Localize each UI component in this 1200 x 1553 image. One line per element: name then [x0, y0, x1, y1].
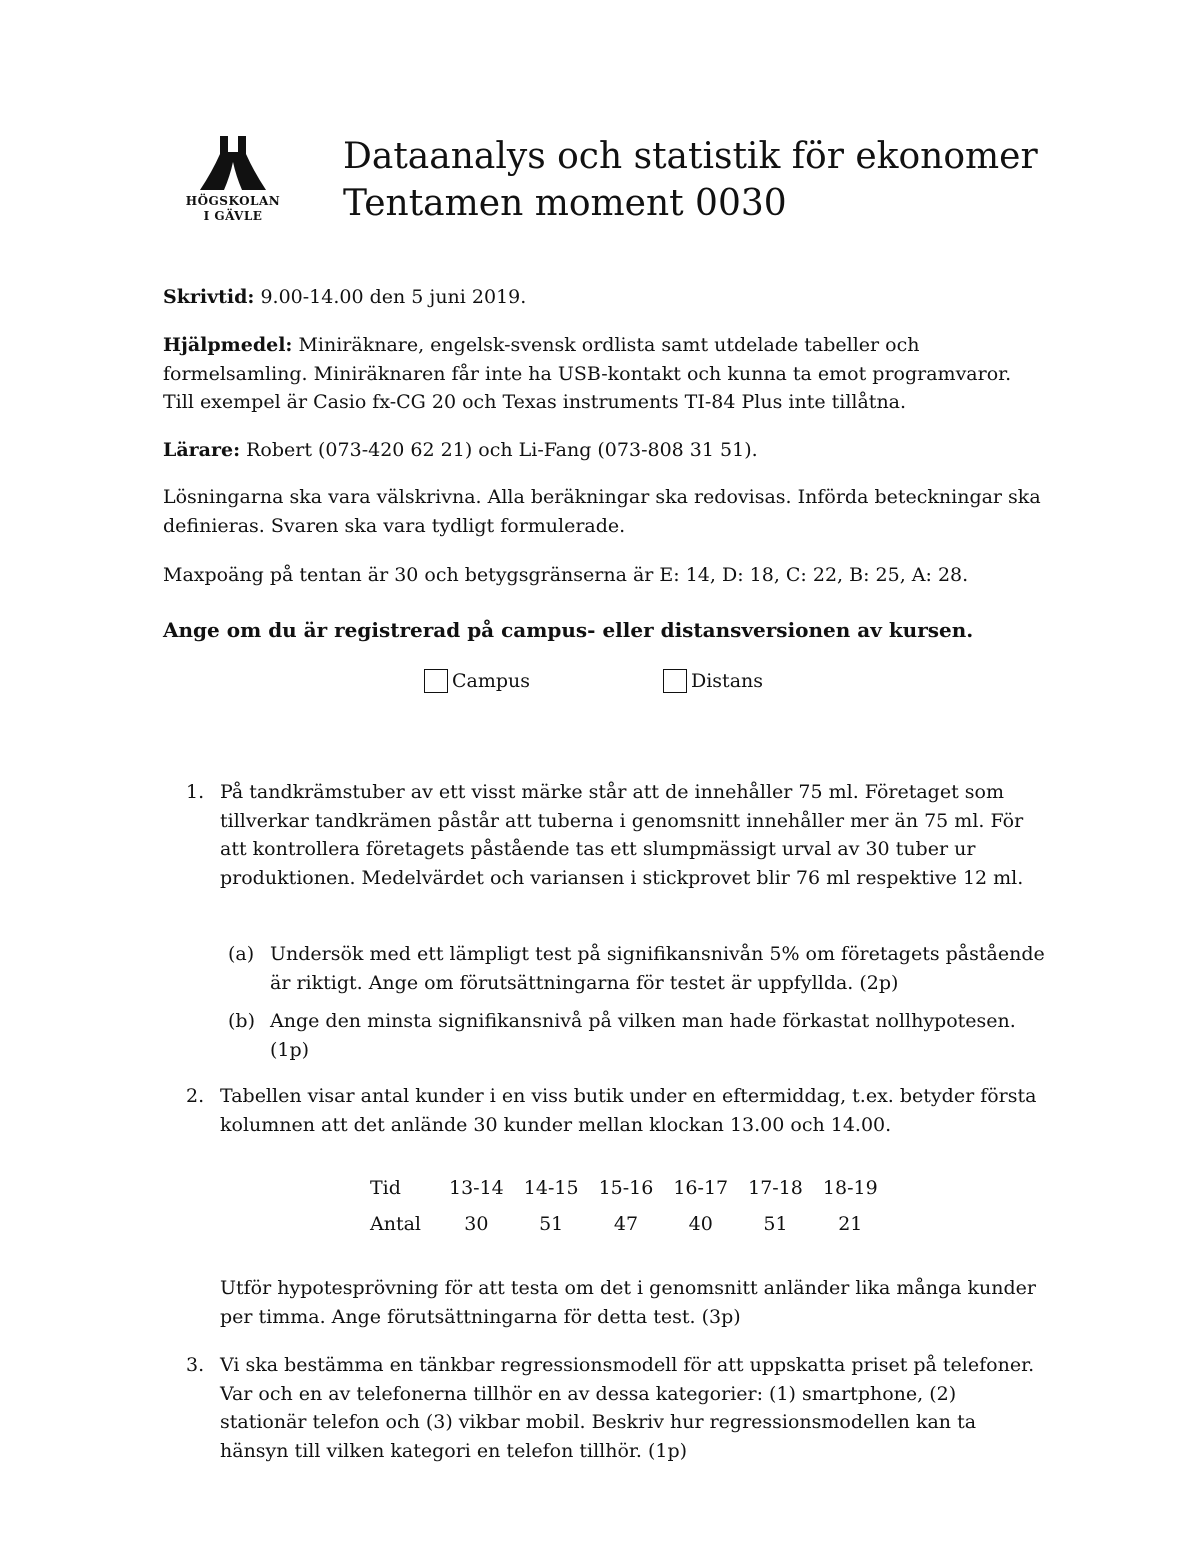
campus-label: Campus [452, 670, 531, 692]
distans-option[interactable] [663, 669, 763, 697]
table-cell: 13-14 [449, 1177, 504, 1199]
distans-label: Distans [691, 670, 764, 692]
question-3-number: 3. [186, 1354, 205, 1376]
table-cell: 40 [688, 1213, 713, 1235]
campus-option[interactable] [424, 669, 530, 697]
campus-checkbox[interactable] [424, 669, 448, 693]
table-row [360, 1170, 888, 1206]
question-1 [186, 778, 1046, 892]
question-1b-label: (b) [228, 1010, 255, 1032]
larare-paragraph [163, 436, 1043, 465]
maxpoang-paragraph: Maxpoäng på tentan är 30 och betygsgränserna är E: 14, D: 18, C: 22, B: 25, A: 28. [163, 564, 969, 586]
hjalpmedel-label: Hjälpmedel: [163, 334, 293, 356]
question-1a [228, 940, 1048, 997]
table-cell: 17-18 [748, 1177, 803, 1199]
table-cell: 51 [763, 1213, 788, 1235]
page-title: Dataanalys och statistik för ekonomer [343, 136, 1038, 177]
skrivtid-value: 9.00-14.00 den 5 juni 2019. [260, 286, 527, 308]
table-row [360, 1206, 888, 1242]
question-2 [186, 1082, 1046, 1139]
question-3 [186, 1351, 1046, 1465]
larare-label: Lärare: [163, 439, 241, 461]
larare-value: Robert (073-420 62 21) och Li-Fang (073-808 31 51). [246, 439, 758, 461]
skrivtid-paragraph [163, 283, 1043, 312]
page-subtitle: Tentamen moment 0030 [343, 183, 787, 224]
question-1a-text: Undersök med ett lämpligt test på signifikansnivån 5% om företagets påstående är riktigt. Ange om förutsättningarna för testet är uppfyllda. (2p) [270, 943, 1045, 994]
table-cell: 15-16 [598, 1177, 654, 1199]
table-cell: 18-19 [822, 1177, 878, 1199]
logo-text-line1: HÖGSKOLAN [185, 194, 281, 208]
question-1a-label: (a) [228, 943, 255, 965]
logo-emblem-icon [198, 132, 268, 192]
hjalpmedel-value: Miniräknare, engelsk-svensk ordlista samt utdelade tabeller och formelsamling. Miniräknaren får inte ha USB-kontakt och kunna ta emot programvaror. Till exempel är Casio fx-CG 20 och Texas instruments TI-84 Plus inte tillåtna. [163, 334, 1012, 413]
table-cell: 21 [838, 1213, 863, 1235]
table-row-header: Antal [370, 1213, 421, 1235]
table-cell: 47 [613, 1213, 639, 1235]
table-cell: 14-15 [523, 1177, 579, 1199]
question-1-text: På tandkrämstuber av ett visst märke står att de innehåller 75 ml. Företaget som tillverkar tandkrämen påstår att tuberna i genomsnitt innehåller mer än 75 ml. För att kontrollera företagets påstående tas ett slumpmässigt urval av 30 tuber ur produktionen. Medelvärdet och variansen i stickprovet blir 76 ml respektive 12 ml. [220, 781, 1024, 889]
skrivtid-label: Skrivtid: [163, 286, 255, 308]
question-3-text: Vi ska bestämma en tänkbar regressionsmodell för att uppskatta priset på telefoner. Var och en av telefonerna tillhör en av dessa kategorier: (1) smartphone, (2) stationär telefon och (3) vikbar mobil. Beskriv hur regressionsmodellen kan ta hänsyn till vilken kategori en telefon tillhör. (1p) [220, 1354, 1035, 1462]
table-row-header: Tid [370, 1177, 401, 1199]
question-1b [228, 1007, 1048, 1064]
logo-text-line2: I GÄVLE [203, 209, 263, 223]
registration-prompt: Ange om du är registrerad på campus- eller distansversionen av kursen. [163, 618, 974, 642]
question-2-number: 2. [186, 1085, 205, 1107]
question-2-after-text: Utför hypotesprövning för att testa om det i genomsnitt anländer lika många kunder per timma. Ange förutsättningarna för detta test. (3p) [220, 1277, 1036, 1328]
table-cell: 51 [539, 1213, 564, 1235]
losningar-paragraph: Lösningarna ska vara välskrivna. Alla beräkningar ska redovisas. Införda beteckningar ska definieras. Svaren ska vara tydligt formulerade. [163, 486, 1041, 537]
question-1-number: 1. [186, 781, 205, 803]
table-cell: 16-17 [673, 1177, 729, 1199]
customer-table [360, 1170, 888, 1242]
table-cell: 30 [464, 1213, 489, 1235]
distans-checkbox[interactable] [663, 669, 687, 693]
question-2-text: Tabellen visar antal kunder i en viss butik under en eftermiddag, t.ex. betyder första kolumnen att det anlände 30 kunder mellan klockan 13.00 och 14.00. [220, 1085, 1037, 1136]
hjalpmedel-paragraph [163, 331, 1043, 417]
university-logo [178, 132, 288, 232]
question-1b-text: Ange den minsta signifikansnivå på vilken man hade förkastat nollhypotesen. (1p) [270, 1010, 1016, 1061]
